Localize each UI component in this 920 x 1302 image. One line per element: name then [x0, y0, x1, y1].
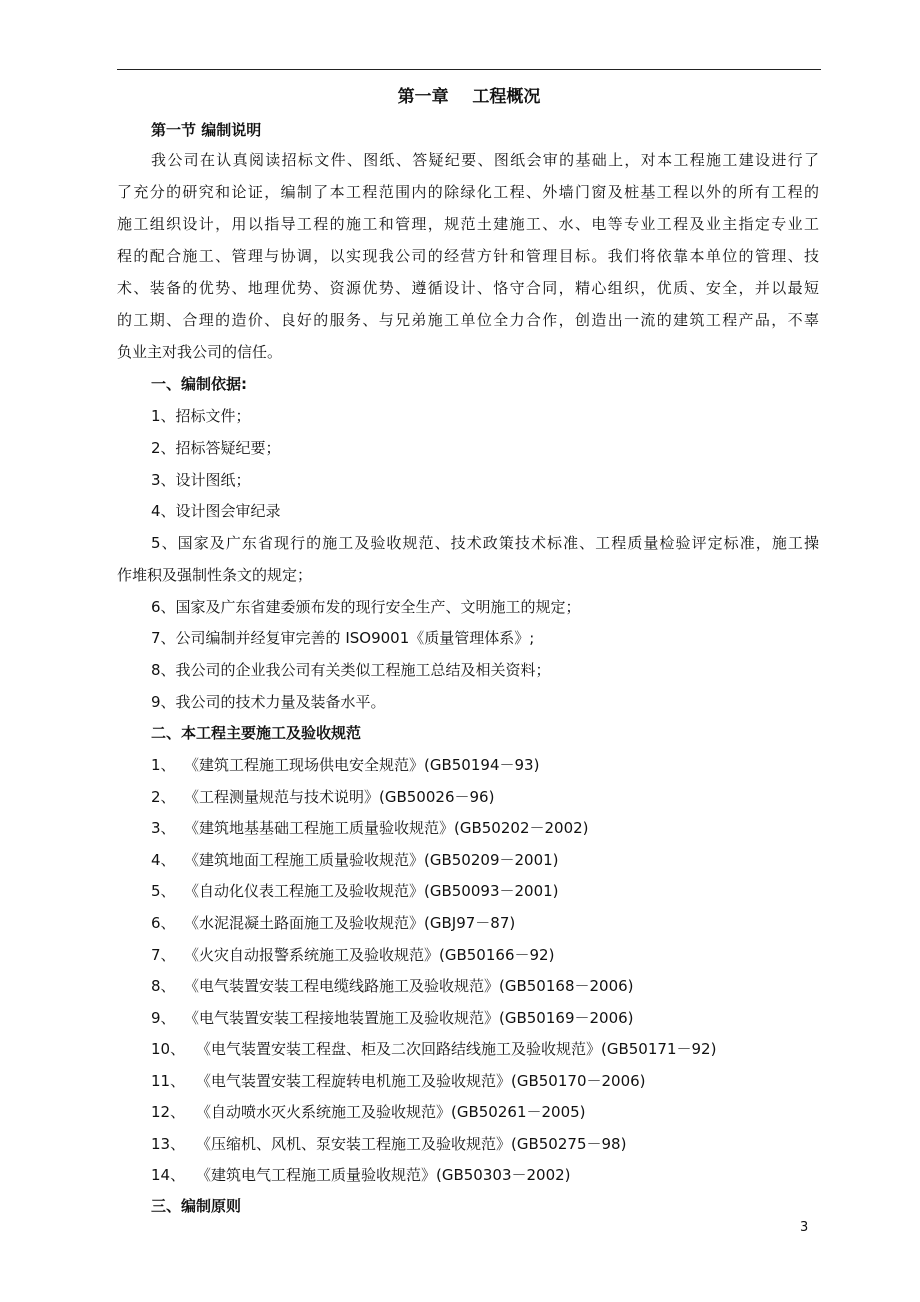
standard-text: 《建筑地面工程施工质量验收规范》(GB50209－2001) [184, 851, 559, 869]
standards-heading: 二、本工程主要施工及验收规范 [151, 724, 362, 742]
standard-text: 《自动喷水灭火系统施工及验收规范》(GB50261－2005) [196, 1103, 586, 1121]
standard-num: 4、 [151, 851, 176, 869]
standard-num: 5、 [151, 882, 176, 900]
standard-text: 《火灾自动报警系统施工及验收规范》(GB50166－92) [184, 946, 555, 964]
standard-text: 《电气装置安装工程旋转电机施工及验收规范》(GB50170－2006) [196, 1072, 646, 1090]
intro-line: 负业主对我公司的信任。 [117, 343, 283, 361]
intro-line: 施工组织设计，用以指导工程的施工和管理，规范土建施工、水、电等专业工程及业主指定专业工 [117, 215, 819, 233]
standard-num: 14、 [151, 1166, 186, 1184]
basis-item: 3、设计图纸； [151, 471, 251, 489]
principles-heading: 三、编制原则 [151, 1197, 242, 1215]
standard-text: 《压缩机、风机、泵安装工程施工及验收规范》(GB50275－98) [196, 1135, 627, 1153]
standard-text: 《水泥混凝土路面施工及验收规范》(GBJ97－87) [184, 914, 516, 932]
chapter-title: 第一章 工程概况 [397, 87, 541, 107]
standard-text: 《建筑地基基础工程施工质量验收规范》(GB50202－2002) [184, 819, 589, 837]
standard-num: 1、 [151, 756, 176, 774]
basis-item: 7、公司编制并经复审完善的 ISO9001《质量管理体系》; [151, 629, 535, 647]
standard-text: 《电气装置安装工程接地装置施工及验收规范》(GB50169－2006) [184, 1009, 634, 1027]
basis-item: 8、我公司的企业我公司有关类似工程施工总结及相关资料； [151, 661, 551, 679]
basis-item: 1、招标文件； [151, 407, 251, 425]
standard-text: 《建筑电气工程施工质量验收规范》(GB50303－2002) [196, 1166, 571, 1184]
header-rule [117, 69, 821, 70]
standard-num: 6、 [151, 914, 176, 932]
intro-line: 了充分的研究和论证，编制了本工程范围内的除绿化工程、外墙门窗及桩基工程以外的所有工程的 [117, 183, 819, 201]
standard-num: 10、 [151, 1040, 186, 1058]
basis-item-continued: 作堆积及强制性条文的规定； [117, 566, 313, 584]
intro-line: 术、装备的优势、地理优势、资源优势、遵循设计、恪守合同，精心组织，优质、安全，并以最短 [117, 279, 819, 297]
standard-text: 《建筑工程施工现场供电安全规范》(GB50194－93) [184, 756, 540, 774]
standard-num: 12、 [151, 1103, 186, 1121]
standard-num: 13、 [151, 1135, 186, 1153]
standard-num: 3、 [151, 819, 176, 837]
basis-item: 5、国家及广东省现行的施工及验收规范、技术政策技术标准、工程质量检验评定标准，施工操 [151, 534, 819, 552]
standard-text: 《电气装置安装工程盘、柜及二次回路结线施工及验收规范》(GB50171－92) [196, 1040, 717, 1058]
section-heading: 第一节 编制说明 [151, 121, 262, 139]
standard-text: 《电气装置安装工程电缆线路施工及验收规范》(GB50168－2006) [184, 977, 634, 995]
standard-num: 11、 [151, 1072, 186, 1090]
intro-line: 的工期、合理的造价、良好的服务、与兄弟施工单位全力合作，创造出一流的建筑工程产品，不辜 [117, 311, 819, 329]
basis-item: 6、国家及广东省建委颁布发的现行安全生产、文明施工的规定； [151, 598, 581, 616]
standard-text: 《自动化仪表工程施工及验收规范》(GB50093－2001) [184, 882, 559, 900]
basis-item: 4、设计图会审纪录 [151, 502, 281, 520]
basis-heading: 一、编制依据: [151, 375, 247, 393]
standard-num: 8、 [151, 977, 176, 995]
standard-num: 7、 [151, 946, 176, 964]
standard-text: 《工程测量规范与技术说明》(GB50026－96) [184, 788, 495, 806]
basis-item: 2、招标答疑纪要； [151, 439, 281, 457]
standard-num: 9、 [151, 1009, 176, 1027]
standard-num: 2、 [151, 788, 176, 806]
page-number: 3 [800, 1220, 809, 1235]
intro-line: 程的配合施工、管理与协调，以实现我公司的经营方针和管理目标。我们将依靠本单位的管理、技 [117, 247, 819, 265]
intro-line: 我公司在认真阅读招标文件、图纸、答疑纪要、图纸会审的基础上，对本工程施工建设进行了 [151, 151, 819, 169]
basis-item: 9、我公司的技术力量及装备水平。 [151, 693, 386, 711]
